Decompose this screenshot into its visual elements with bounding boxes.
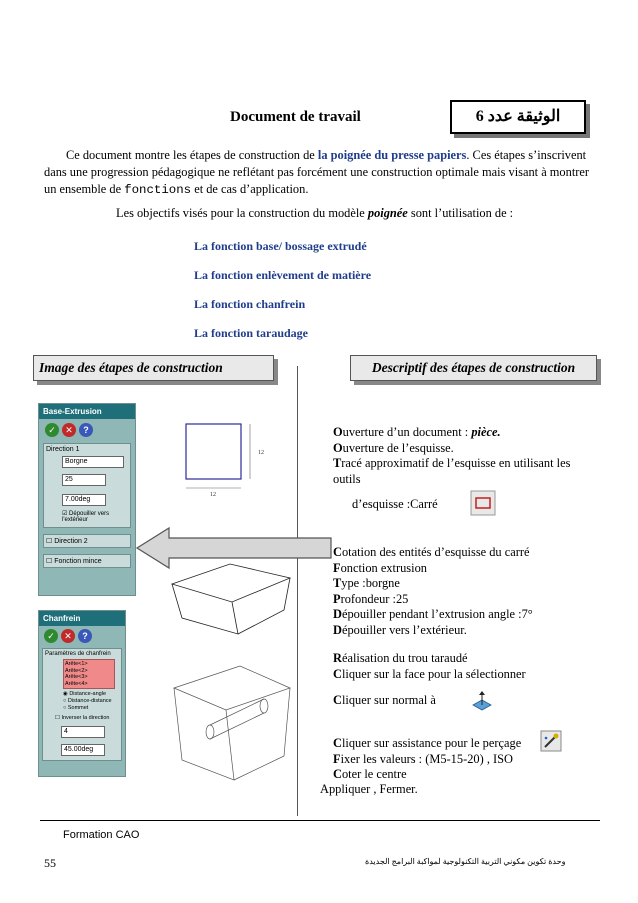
- draft-outward-label: Dépouiller vers l'extérieur: [62, 511, 110, 523]
- step-line: [333, 441, 595, 457]
- function-item: La fonction chanfrein: [194, 297, 306, 311]
- thin-feature-label: Fonction mince: [54, 558, 102, 565]
- objectives-lead-em: poignée: [367, 206, 408, 220]
- edge-item[interactable]: Arête<3>: [65, 674, 88, 680]
- step-emphasis: pièce.: [471, 425, 501, 439]
- steps-block-3: [333, 651, 526, 682]
- step-initial: O: [333, 440, 343, 455]
- help-icon[interactable]: ?: [78, 629, 92, 643]
- document-number-box: الوثيقة عدد 6: [450, 100, 586, 134]
- step-line: [333, 576, 533, 592]
- step-text: onction extrusion: [340, 560, 427, 575]
- step-text: épouiller vers l’extérieur.: [341, 622, 467, 637]
- rectangle-tool-icon[interactable]: [470, 490, 496, 516]
- direction2-label: Direction 2: [54, 538, 88, 545]
- footer-rule: [40, 820, 600, 821]
- section-images-header: Image des étapes de construction: [33, 355, 274, 381]
- panel-title: [39, 611, 125, 626]
- step-text: oter le centre: [341, 767, 407, 781]
- step-text: éalisation du trou taraudé: [341, 651, 468, 665]
- step-text: ixer les valeurs : (M5-15-20) , ISO: [340, 751, 513, 766]
- step-initial: C: [333, 666, 342, 681]
- distance-distance-radio[interactable]: ○ Distance-distance: [63, 698, 112, 704]
- step-text: racé approximatif de l’esquisse en utilisant les outils: [333, 456, 571, 486]
- hole-wizard-icon[interactable]: [540, 730, 562, 752]
- cancel-icon[interactable]: ✕: [61, 629, 75, 643]
- step-initial: C: [333, 767, 342, 781]
- cancel-icon[interactable]: ✕: [62, 423, 76, 437]
- step-initial: C: [333, 693, 342, 707]
- page-number: 55: [44, 856, 56, 870]
- objectives-lead-text: Les objectifs visés pour la construction du modèle: [116, 206, 368, 220]
- function-item: La fonction taraudage: [194, 326, 308, 340]
- step-line: [333, 607, 533, 623]
- step-line: [333, 667, 526, 683]
- column-divider: [297, 366, 298, 816]
- step-initial: F: [333, 751, 341, 766]
- page-title: Document de travail: [230, 109, 361, 125]
- step-line: [333, 767, 521, 783]
- vertex-radio[interactable]: ○ Sommet: [63, 705, 89, 711]
- end-condition-select[interactable]: Borgne: [62, 456, 124, 468]
- radio-label: Sommet: [67, 705, 89, 711]
- step-initial: F: [333, 560, 341, 575]
- extruded-box-drawing: [168, 556, 296, 638]
- normal-to-line: [333, 693, 436, 709]
- footer-arabic-text: وحدة تكوين مكوني التربية التكنولوجية لمواكبة البرامج الجديدة: [365, 857, 566, 866]
- depth-input[interactable]: 25: [62, 474, 106, 486]
- step-line: [333, 752, 521, 768]
- step-text: liquer sur la face pour la sélectionner: [341, 666, 526, 681]
- step-line: [333, 425, 595, 441]
- step-initial: R: [333, 651, 342, 665]
- edge-item[interactable]: Arête<2>: [65, 667, 88, 674]
- help-icon[interactable]: ?: [79, 423, 93, 437]
- panel-title: [39, 404, 135, 419]
- radio-label: Distance-distance: [67, 698, 112, 704]
- radio-label: Distance-angle: [69, 691, 107, 697]
- thin-feature-checkbox[interactable]: ☐ Fonction mince: [43, 554, 131, 568]
- function-item: La fonction enlèvement de matière: [194, 268, 372, 282]
- step-line: [333, 592, 533, 608]
- draft-angle-input[interactable]: 7.00deg: [62, 494, 106, 506]
- edge-item[interactable]: Arête<4>: [65, 680, 88, 687]
- step-initial: T: [333, 456, 342, 470]
- step-initial: P: [333, 591, 341, 606]
- intro-highlight: la poignée du presse papiers: [317, 148, 467, 162]
- step-text: rofondeur :25: [340, 591, 409, 606]
- steps-block-2: [333, 545, 533, 638]
- intro-text-a: Ce document montre les étapes de construction de: [66, 148, 318, 162]
- steps-block-1: [333, 425, 595, 487]
- base-extrusion-panel: [38, 403, 136, 596]
- steps-block-4: [333, 736, 521, 783]
- direction1-label: Direction 1: [46, 446, 80, 453]
- step-text: uverture de l’esquisse.: [342, 440, 454, 455]
- sketch-tool-line: d’esquisse :Carré: [352, 497, 438, 511]
- normal-to-icon[interactable]: [470, 690, 494, 712]
- step-text: épouiller pendant l’extrusion angle :7°: [341, 607, 533, 621]
- step-initial: D: [333, 607, 342, 621]
- objectives-lead-end: sont l’utilisation de :: [407, 206, 514, 220]
- function-item: La fonction base/ bossage extrudé: [194, 239, 367, 253]
- invert-direction-checkbox[interactable]: ☐ Inverser la direction: [55, 715, 110, 721]
- step-text: liquer sur normal à: [341, 693, 436, 707]
- step-initial: O: [333, 425, 343, 439]
- chamfer-panel: [38, 610, 126, 777]
- distance-angle-radio[interactable]: ◉ Distance-angle: [63, 691, 107, 697]
- panel-title-text: Base-Extrusion: [43, 407, 102, 416]
- step-initial: D: [333, 622, 342, 637]
- step-text: otation des entités d’esquisse du carré: [341, 545, 530, 559]
- section-description-header: Descriptif des étapes de construction: [350, 355, 597, 381]
- chamfer-distance-input[interactable]: 4: [61, 726, 105, 738]
- sketch-dim-vertical: 12: [258, 450, 264, 456]
- step-line: [333, 736, 521, 752]
- footer-label: Formation CAO: [63, 829, 140, 841]
- chamfer-params-label: Paramètres de chanfrein: [45, 651, 111, 657]
- step-text: uverture d’un document :: [342, 425, 472, 439]
- box-with-hole-drawing: [168, 648, 296, 798]
- step-line: [333, 623, 533, 639]
- step-line: [333, 561, 533, 577]
- step-initial: C: [333, 736, 342, 750]
- step-line: [333, 456, 595, 487]
- intro-paragraph: [44, 147, 596, 199]
- square-sketch: [172, 410, 272, 500]
- intro-text-c: et de cas d’application.: [191, 182, 309, 196]
- invert-direction-label: Inverser la direction: [61, 715, 110, 721]
- draft-outward-checkbox[interactable]: ☑ Dépouiller vers l'extérieur: [62, 511, 110, 523]
- edge-selection-list[interactable]: [63, 659, 115, 689]
- intro-mono-word: fonctions: [124, 183, 192, 197]
- step-initial: T: [333, 576, 342, 590]
- sketch-dim-horizontal: 12: [210, 492, 216, 498]
- intro-text-b: . Ces étapes s’inscrivent dans une progression pédagogique ne reflétant pas forcément une construction optimale mais visant à montrer un ensemble de: [44, 148, 590, 196]
- apply-close-line: Appliquer , Fermer.: [320, 782, 418, 796]
- step-line: [333, 651, 526, 667]
- step-initial: C: [333, 545, 342, 559]
- ok-icon[interactable]: ✓: [45, 423, 59, 437]
- panel-title-text: Chanfrein: [43, 614, 81, 623]
- objectives-lead: [116, 206, 513, 221]
- step-text: ype :borgne: [341, 576, 400, 590]
- direction2-checkbox[interactable]: ☐ Direction 2: [43, 534, 131, 548]
- step-line: [333, 545, 533, 561]
- step-text: liquer sur assistance pour le perçage: [341, 736, 522, 750]
- edge-item[interactable]: Arête<1>: [65, 661, 88, 667]
- ok-icon[interactable]: ✓: [44, 629, 58, 643]
- chamfer-angle-input[interactable]: 45.00deg: [61, 744, 105, 756]
